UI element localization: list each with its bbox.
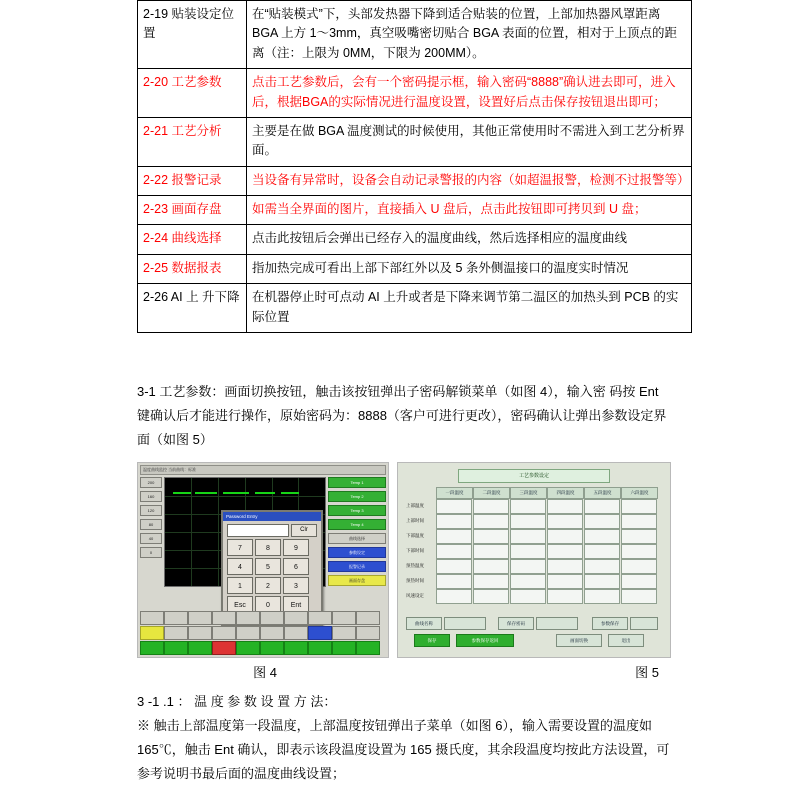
keypad-key-enter[interactable]: Ent [283, 596, 309, 613]
row-desc: 点击工艺参数后，会有一个密码提示框，输入密码“8888”确认进去即可，进入后，根据BGA的实际情况进行温度设置，设置好后点击保存按钮退出即可； [247, 69, 692, 118]
row-id: 2-21 工艺分析 [138, 117, 247, 166]
row-label: 预热温度 [406, 563, 424, 568]
keypad-key[interactable]: 5 [255, 558, 281, 575]
hmi-left-btn[interactable]: 0 [140, 547, 162, 558]
dialog-title: Password Entry [223, 512, 321, 521]
save-button[interactable]: 保存 [414, 634, 450, 647]
row-desc: 当设备有异常时，设备会自动记录警报的内容（如超温报警，检测不过报警等） [247, 166, 692, 195]
password-input[interactable] [227, 524, 289, 537]
row-desc: 指加热完成可看出上部下部红外以及 5 条外侧温接口的温度实时情况 [247, 254, 692, 283]
row-label: 预热时间 [406, 578, 424, 583]
column-header: 一段温度 [436, 487, 473, 499]
keypad-key[interactable]: 3 [283, 577, 309, 594]
row-label: 上部时间 [406, 518, 424, 523]
row-label: 下部温度 [406, 533, 424, 538]
parameter-row [406, 499, 662, 512]
keypad-key[interactable]: 2 [255, 577, 281, 594]
parameter-row [406, 559, 662, 572]
parameter-row [406, 529, 662, 542]
hmi-side-btn[interactable]: 曲线选择 [328, 533, 386, 544]
paragraph-temperature-setting [137, 690, 671, 786]
row-desc: 在“贴装模式”下，头部发热器下降到适合贴装的位置，上部加热器风罩距离 BGA 上方 1～3mm，真空吸嘴密切贴合 BGA 表面的位置，相对于上顶点的距离（注：上限为 0MM，下限为 200MM）。 [247, 1, 692, 69]
hmi-left-btn[interactable]: 200 [140, 477, 162, 488]
figure-5-caption: 图 5 [635, 665, 659, 680]
save-return-button[interactable]: 参数保存返回 [456, 634, 514, 647]
figure-group [137, 462, 671, 658]
row-id: 2-19 贴装设定位置 [138, 1, 247, 69]
row-label: 风速设定 [406, 593, 424, 598]
row-desc: 如需当全界面的图片，直接插入 U 盘后，点击此按钮即可拷贝到 U 盘； [247, 196, 692, 225]
hmi-left-btn[interactable]: 40 [140, 533, 162, 544]
table-row [138, 166, 692, 195]
row-label: 下部时间 [406, 548, 424, 553]
row-id: 2-23 画面存盘 [138, 196, 247, 225]
clear-button[interactable]: Clr [291, 524, 317, 537]
bottom-label: 曲线名称 [406, 617, 442, 630]
hmi-bottom-controls [140, 611, 386, 655]
keypad-key[interactable]: 7 [227, 539, 253, 556]
param-save-field[interactable] [630, 617, 658, 630]
hmi-left-btn[interactable]: 160 [140, 491, 162, 502]
keypad-key[interactable]: 4 [227, 558, 253, 575]
parameter-row [406, 589, 662, 602]
table-row [138, 1, 692, 69]
row-label: 上部温度 [406, 503, 424, 508]
parameter-row [406, 514, 662, 527]
section-heading: 3 -1 .1 ： 温 度 参 数 设 置 方 法： [137, 694, 337, 709]
hmi-left-button-column [140, 477, 162, 585]
row-desc: 主要是在做 BGA 温度测试的时候使用，其他正常使用时不需进入到工艺分析界面。 [247, 117, 692, 166]
row-desc: 在机器停止时可点动 AI 上升或者是下降来调节第二温区的加热头到 PCB 的实际位置 [247, 284, 692, 333]
hmi-side-btn[interactable]: 画面存盘 [328, 575, 386, 586]
keypad-key[interactable]: 9 [283, 539, 309, 556]
row-id: 2-24 曲线选择 [138, 225, 247, 254]
figure-4-caption: 图 4 [253, 665, 277, 680]
row-id: 2-26 AI 上 升下降 [138, 284, 247, 333]
row-id: 2-22 报警记录 [138, 166, 247, 195]
table-row [138, 284, 692, 333]
keypad-key[interactable]: 6 [283, 558, 309, 575]
parameter-rows [406, 499, 662, 604]
spec-table-body [138, 1, 692, 333]
hmi-side-btn[interactable]: Temp 1 [328, 477, 386, 488]
table-row [138, 196, 692, 225]
column-header: 五段温度 [584, 487, 621, 499]
keypad-keys [227, 539, 317, 615]
keypad-key-escape[interactable]: Esc [227, 596, 253, 613]
column-header: 二段温度 [473, 487, 510, 499]
parameter-column-headers [406, 487, 662, 497]
hmi-left-btn[interactable]: 80 [140, 519, 162, 530]
row-id: 2-20 工艺参数 [138, 69, 247, 118]
temperature-curve-graph [164, 477, 326, 609]
parameter-bottom-bar [406, 617, 662, 651]
exit-button[interactable]: 退出 [608, 634, 644, 647]
keypad-key[interactable]: 0 [255, 596, 281, 613]
parameter-row [406, 574, 662, 587]
column-header: 四段温度 [547, 487, 584, 499]
table-row [138, 117, 692, 166]
table-row [138, 225, 692, 254]
hmi-side-btn[interactable]: 参数设定 [328, 547, 386, 558]
row-desc: 点击此按钮后会弹出已经存入的温度曲线，然后选择相应的温度曲线 [247, 225, 692, 254]
table-row [138, 69, 692, 118]
curve-name-field[interactable] [444, 617, 486, 630]
password-entry-dialog[interactable] [221, 510, 323, 626]
figure-captions [137, 662, 671, 682]
bottom-label: 保存密码 [498, 617, 534, 630]
screen-switch-button[interactable]: 画面切换 [556, 634, 602, 647]
hmi-titlebar: 温度曲线监控 当前曲线：标准 [140, 465, 386, 475]
hmi-side-btn[interactable]: 报警记录 [328, 561, 386, 572]
hmi-side-btn[interactable]: Temp 2 [328, 491, 386, 502]
spec-table [137, 0, 692, 333]
section-body: ※ 触击上部温度第一段温度，上部温度按钮弹出子菜单（如图 6），输入需要设置的温度如 165℃，触击 Ent 确认，即表示该段温度设置为 165 摄氏度，其余段温度均按此方法设置，可参考说明书最后面的温度曲线设置； [137, 718, 670, 782]
figure-5-parameter-screen [397, 462, 671, 658]
keypad-key[interactable]: 1 [227, 577, 253, 594]
figure-4-hmi-password [137, 462, 389, 658]
hmi-side-btn[interactable]: Temp 4 [328, 519, 386, 530]
hmi-side-btn[interactable]: Temp 3 [328, 505, 386, 516]
column-header: 三段温度 [510, 487, 547, 499]
bottom-label: 参数保存 [592, 617, 628, 630]
save-password-field[interactable] [536, 617, 578, 630]
column-header: 六段温度 [621, 487, 658, 499]
keypad-key[interactable]: 8 [255, 539, 281, 556]
paragraph-process-parameters: 3-1 工艺参数：画面切换按钮，触击该按钮弹出子密码解锁菜单（如图 4），输入密 码按 Ent 键确认后才能进行操作，原始密码为：8888（客户可进行更改），密码确认让弹出参数设定界面（如图 5） [137, 384, 667, 448]
hmi-right-button-column [328, 477, 386, 627]
row-id: 2-25 数据报表 [138, 254, 247, 283]
hmi-left-btn[interactable]: 120 [140, 505, 162, 516]
table-row [138, 254, 692, 283]
parameter-row [406, 544, 662, 557]
parameter-screen-title: 工艺参数设定 [458, 469, 610, 483]
